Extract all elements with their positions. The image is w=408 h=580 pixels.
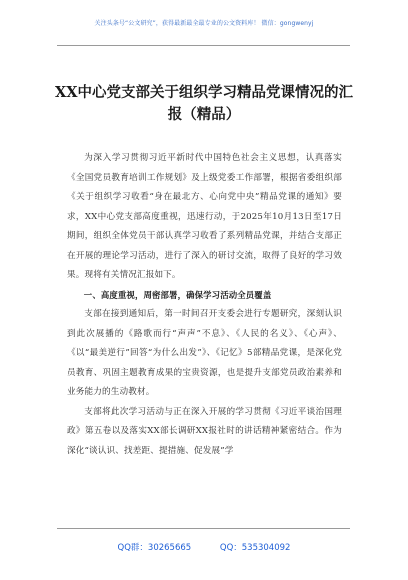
section-heading-1: 一、高度重视，周密部署，确保学习活动全员覆盖 [83,289,272,300]
section1-paragraph-2: 支部将此次学习活动与正在深入开展的学习贯彻《习近平谈治国理政》第五卷以及落实XX部长调研XX报社时的讲话精神紧密结合。作为深化“谈认识、找差距、提措施、促发展”学 [67,406,342,456]
footer-qq: QQ：535304092 [219,543,291,553]
header-divider [57,45,350,46]
document-body [67,149,342,461]
intro-paragraph: 为深入学习贯彻习近平新时代中国特色社会主义思想，认真落实《全国党员教育培训工作规划》及上级党委工作部署，根据省委组织部《关于组织学习收看“身在最北方、心向党中央”精品党课的通知》要求，XX中心党支部高度重视，迅速行动，于2025年10月13日至17日期间，组织全体党员干部认真学习收看了系列精品党课，并结合支部正在开展的理论学习活动，进行了深入的研讨交流，取得了良好的学习效果。现将有关情况汇报如下。 [67,153,342,280]
footer-divider [57,528,350,529]
header-note: 关注头条号“公文研究”，获得最新最全最专业的公文资料库！ 微信：gongwenyj [94,20,314,27]
document-title: XX中心党支部关于组织学习精品党课情况的汇报（精品） [55,84,353,123]
footer-qq-group: QQ群：30265665 [117,543,192,553]
section1-paragraph-1: 支部在接到通知后，第一时间召开支委会进行专题研究，深刻认识到此次展播的《路歌而行“声声”不息》、《人民的名义》、《心声》、《以“最美逆行”回答“为什么出发”》、《记忆》5部精品党课，是深化党员教育、巩固主题教育成果的宝贵资源，也是提升支部党员政治素养和业务能力的生动教材。 [67,309,342,397]
footer-contacts [0,541,408,553]
